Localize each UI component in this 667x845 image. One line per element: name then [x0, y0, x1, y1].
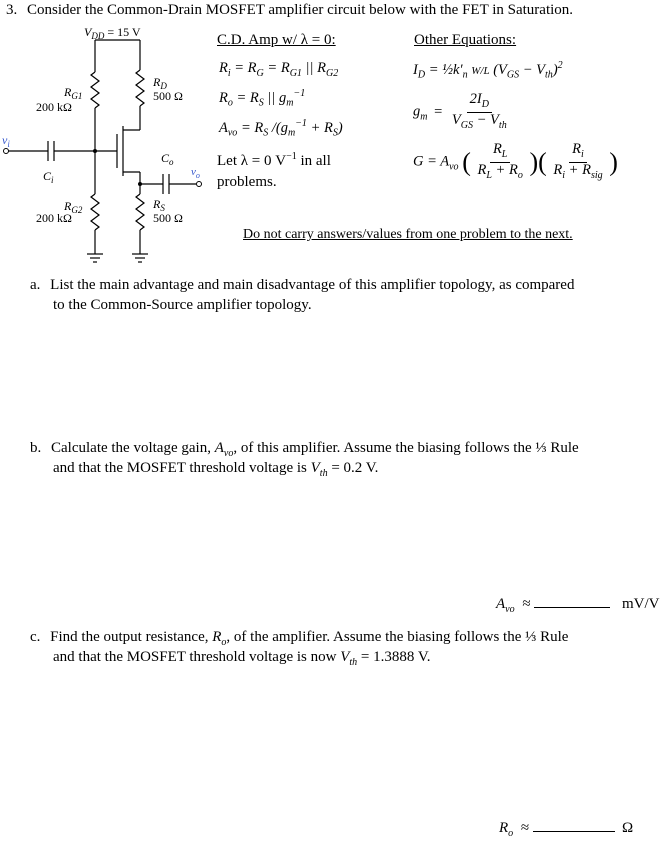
part-a-label: a.: [30, 277, 41, 293]
ro-answer-field[interactable]: [533, 830, 615, 832]
lambda-note-line2: problems.: [217, 174, 277, 190]
part-b-answer: $A_{vo}$ ≈: [496, 596, 610, 615]
rs-resistor: [136, 194, 144, 230]
part-a-line2: to the Common-Source amplifier topology.: [53, 297, 312, 313]
avo-answer-field[interactable]: [534, 606, 610, 608]
part-b-label: b.: [30, 440, 42, 456]
ro-equation: $R_o = R_S$ || $g_m^{-1}$: [219, 88, 306, 109]
co-label: $C_o$: [161, 151, 174, 167]
id-equation: $I_D$ = $\frac{1}{2}k'_n$ W/L $(V_{GS} - V_{th})^2$: [413, 60, 563, 81]
part-b-unit: mV/V: [622, 596, 660, 612]
rg1-value: 200 kΩ: [36, 100, 72, 114]
vi-terminal: [4, 149, 9, 154]
rd-value: 500 Ω: [153, 89, 183, 103]
vo-label: $v_o$: [191, 166, 200, 180]
part-c-answer: $R_o$ ≈: [499, 820, 615, 839]
cd-heading: C.D. Amp w/ λ = 0:: [217, 32, 336, 48]
carry-warning: Do not carry answers/values from one problem to the next.: [243, 227, 573, 242]
part-b-line2: and that the MOSFET threshold voltage is $V_{th} = 0.2$ V.: [53, 460, 379, 479]
problem-intro: Consider the Common-Drain MOSFET amplifier circuit below with the FET in Saturation.: [27, 2, 574, 18]
rs-value: 500 Ω: [153, 211, 183, 225]
part-b: b. Calculate the voltage gain, $A_{vo}$, of this amplifier. Assume the biasing follows the ⅓ Rule: [30, 440, 579, 459]
part-c: c. Find the output resistance, $R_o$, of the amplifier. Assume the biasing follows the ⅓ Rule: [30, 629, 569, 648]
lambda-note: Let λ = 0 $V^{-1}$ in all: [217, 151, 331, 169]
circuit-diagram: [0, 22, 215, 272]
rs-label: $R_S$: [153, 197, 165, 213]
rg1-resistor: [91, 72, 99, 108]
avo-equation: $A_{vo} = R_S$ $/(g_m^{-1} + R_S)$: [219, 118, 343, 139]
other-heading: Other Equations:: [414, 32, 517, 48]
g-equation: $G = A_{vo}$ ( $\frac{R_L}{R_L + R_o}$ )( $\frac{R_i}{R_i + R_{sig}}$ ): [413, 141, 618, 181]
part-c-unit: Ω: [622, 820, 634, 836]
part-a: a. List the main advantage and main disadvantage of this amplifier topology, as compared: [30, 277, 575, 293]
gm-equation: $g_m$ = $\frac{2I_D}{V_{GS} - V_{th}}$: [413, 91, 507, 131]
rg2-resistor: [91, 194, 99, 230]
problem-number: 3.: [6, 2, 18, 18]
rd-label: $R_D$: [153, 75, 167, 91]
vi-label: $v_i$: [2, 133, 10, 149]
rg2-label: $R_{G2}$: [64, 199, 83, 215]
ri-equation: $R_i = R_G = R_{G1}$ || $R_{G2}$: [219, 60, 339, 79]
part-c-label: c.: [30, 629, 41, 645]
part-c-line2: and that the MOSFET threshold voltage is now $V_{th} = 1.3888$ V.: [53, 649, 431, 668]
ci-label: $C_i$: [43, 169, 54, 185]
vdd-label: $V_{DD} = 15$ V: [84, 25, 141, 41]
rg1-label: $R_{G1}$: [64, 85, 83, 101]
problem-statement: [6, 2, 573, 19]
rg2-value: 200 kΩ: [36, 211, 72, 225]
rd-resistor: [136, 70, 144, 106]
vo-terminal: [197, 182, 202, 187]
